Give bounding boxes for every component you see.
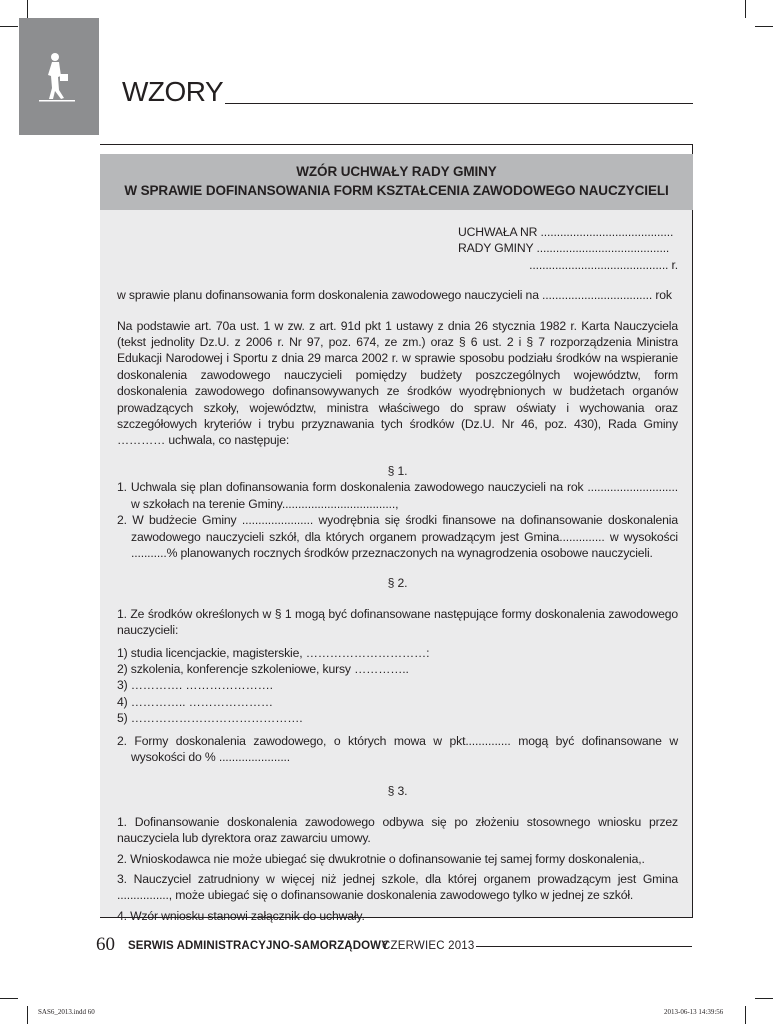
slug-timestamp: 2013-06-13 14:39:56 — [664, 1008, 724, 1016]
crop-mark — [0, 26, 18, 27]
title-rule — [225, 103, 693, 104]
paragraph-3-item: 2. Wnioskodawca nie może ubiegać się dwukrotnie o dofinansowanie tej samej formy doskonalenia,. — [117, 851, 645, 866]
crop-mark — [27, 1006, 28, 1024]
box-title-line1: WZÓR UCHWAŁY RADY GMINY — [296, 164, 497, 179]
walking-person-icon — [29, 50, 85, 106]
forms-list-item: 2) szkolenia, konferencje szkoleniowe, kursy ………….. — [117, 661, 409, 676]
council-name: RADY GMINY ......................................... — [458, 241, 670, 256]
paragraph-1-item: 1. Uchwala się plan dofinansowania form doskonalenia zawodowego nauczycieli na rok ............................ w szkołach na terenie Gminy..................................., — [117, 480, 678, 511]
resolution-date: ........................................... r. — [529, 257, 678, 272]
forms-list-item: 4) ………….. ………………… — [117, 694, 273, 709]
resolution-content — [117, 224, 678, 924]
crop-mark — [755, 998, 773, 999]
paragraph-2-item2: 2. Formy doskonalenia zawodowego, o których mowa w pkt.............. mogą być dofinansowane w wysokości do % ...................... — [117, 733, 678, 764]
section-tab — [19, 18, 99, 135]
forms-list-item: 3) …………. …………………. — [117, 678, 273, 693]
crop-mark — [755, 26, 773, 27]
forms-list-item: 1) studia licencjackie, magisterskie, …………………………: — [117, 645, 430, 660]
paragraph-3-item: 3. Nauczyciel zatrudniony w więcej niż jednej szkole, dla której organem prowadzącym jest Gmina ................, może ubiegać się o dofinansowanie doskonalenia zawodowego tylko w jednej ze szkół. — [117, 872, 678, 903]
publication-name: SERWIS ADMINISTRACYJNO-SAMORZĄDOWY — [128, 940, 389, 952]
resolution-header — [458, 224, 678, 273]
paragraph-3-item: 1. Dofinansowanie doskonalenia zawodowego odbywa się po złożeniu stosownego wniosku przez nauczyciela lub dyrektora oraz zawarciu umowy. — [117, 814, 678, 846]
legal-basis: Na podstawie art. 70a ust. 1 w zw. z art. 91d pkt 1 ustawy z dnia 26 stycznia 1982 r. Karta Nauczyciela (tekst jednolity Dz.U. z 2006 r. Nr 97, poz. 674, ze zm.) oraz § 6 ust. 2 i § 7 rozporządzenia Ministra Edukacji Narodowej i Sportu z dnia 29 marca 2002 r. w sprawie sposobu podziału środków na wspieranie doskonalenia zawodowego nauczycieli pomiędzy budżety poszczególnych województw, form doskonalenia zawodowego dofinansowywanych ze środków wyodrębnionych w budżetach organów prowadzących szkoły, województw, ministra właściwego do spraw oświaty i wychowania oraz szczegółowych kryteriów i trybu przyznawania tych środków (Dz.U. Nr 46, poz. 430), Rada Gminy ………… uchwala, co następuje: — [117, 318, 678, 448]
paragraph-2-heading: § 2. — [387, 576, 408, 591]
intro-text: w sprawie planu dofinansowania form doskonalenia zawodowego nauczycieli na .................................. rok — [117, 288, 672, 303]
paragraph-2-lead: 1. Ze środków określonych w § 1 mogą być dofinansowane następujące formy doskonalenia zawodowego nauczycieli: — [117, 606, 678, 638]
page-number: 60 — [96, 934, 115, 955]
crop-mark — [745, 1006, 746, 1024]
crop-mark — [745, 0, 746, 18]
crop-mark — [27, 0, 28, 18]
resolution-number: UCHWAŁA NR ......................................... — [458, 225, 674, 239]
box-top-strip — [100, 144, 693, 154]
issue-date: CZERWIEC 2013 — [382, 940, 475, 952]
forms-list-item: 5) ……………………………………. — [117, 711, 303, 726]
box-header — [100, 154, 693, 210]
paragraph-1-item: 2. W budżecie Gminy ...................... wyodrębnia się środki finansowe na dofinansowanie doskonalenia zawodowego nauczycieli szkół, dla których organem prowadzącym jest Gmina.............. w wysokości ...........% planowanych rocznych środków przeznaczonych na wynagrodzenia osobowe nauczycieli. — [117, 513, 678, 560]
paragraph-1-heading: § 1. — [387, 463, 408, 478]
paragraph-3-heading: § 3. — [387, 784, 408, 799]
slug-file: SAS6_2013.indd 60 — [38, 1008, 95, 1016]
crop-mark — [0, 998, 18, 999]
paragraph-3-item: 4. Wzór wniosku stanowi załącznik do uchwały. — [117, 908, 365, 923]
footer-rule — [476, 946, 692, 947]
section-title: WZORY — [122, 76, 224, 107]
box-title-line2: W SPRAWIE DOFINANSOWANIA FORM KSZTAŁCENIA ZAWODOWEGO NAUCZYCIELI — [124, 183, 669, 198]
